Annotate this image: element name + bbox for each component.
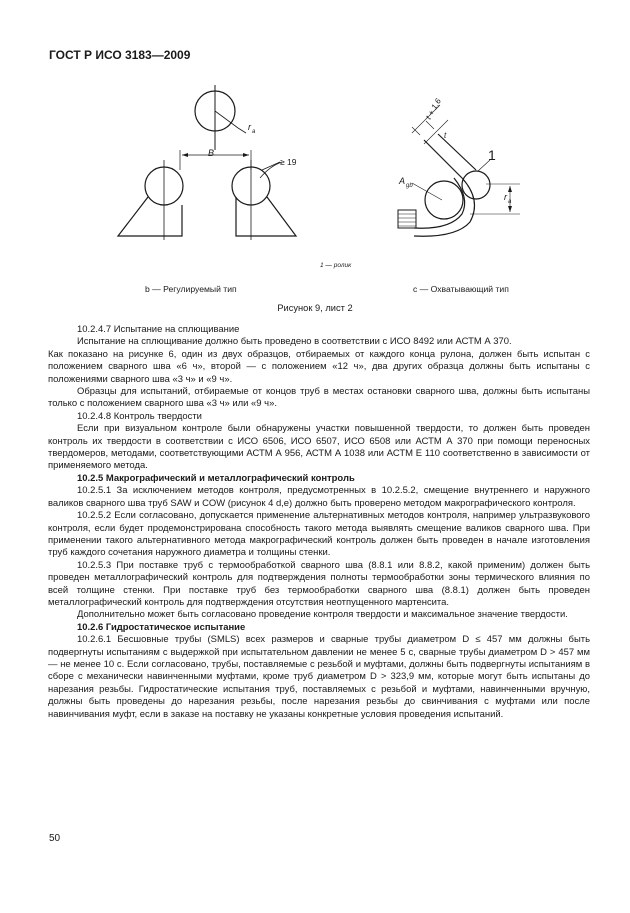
paragraph-13: 10.2.6.1 Бесшовные трубы (SMLS) всех размеров и сварные трубы диаметром D ≤ 457 мм должны быть подвергнуты испытаниям с выдержкой при испытательном давлении не менее 5 с, сварные трубы диаметром D > 457 мм — не менее 10 с. Если согласовано, трубы, поставляемые с резьбой и муфтами, должны быть подвергнуты испытаниям в сборе с механически навинченными муфтами, кроме труб диаметром D > 323,9 мм, которые могут быть испытаны до нарезания резьбы. Гидростатические испытания труб, поставляемых с резьбой и муфтами, навинченными вручную, должны быть проведены до нарезания резьбы, после нарезания резьбы до свинчивания с муфтами или после навинчивания муфт, если в заказе на поставку не указаны конкретные условия проведения испытаний. bbox=[48, 634, 590, 720]
caption-b: b — Регулируемый тип bbox=[145, 284, 237, 294]
body-text bbox=[48, 324, 590, 721]
label-t16: t + 1,6 bbox=[423, 97, 443, 121]
label-ra-right-sub: a bbox=[508, 199, 512, 205]
paragraph-3: Как показано на рисунке 6, один из двух образцов, отбираемых от каждого конца рулона, должен быть испытан с положением сварного шва «6 ч», второй — с положением «12 ч», два других образца должны быть испытаны с положениями сварного шва «3 ч» и «9 ч». bbox=[48, 348, 590, 385]
section-heading-10-2-5: 10.2.5 Макрографический и металлографический контроль bbox=[77, 472, 355, 484]
document-header: ГОСТ Р ИСО 3183—2009 bbox=[49, 48, 191, 62]
paragraph-4: Образцы для испытаний, отбираемые от концов труб в местах остановки сварного шва, должны быть испытаны только с положением сварного шва «3 ч» или «9 ч». bbox=[48, 386, 590, 410]
figure-title: Рисунок 9, лист 2 bbox=[277, 303, 353, 313]
paragraph-9: 10.2.5.2 Если согласовано, допускается применение альтернативных методов контроля, например ультразвукового контроля, если будет продемонстрирована способность такого метода выявлять смещение валиков сварного шва. При применении такого альтернативного метода макрографический контроль должен быть проведен в начале изготовления труб каждого сочетания наружного диаметра и толщины стенки. bbox=[48, 510, 590, 559]
caption-c: c — Охватывающий тип bbox=[413, 284, 509, 294]
paragraph-6: Если при визуальном контроле были обнаружены участки повышенной твердости, то должен быть проведен контроль их твердости в соответствии с ИСО 6506, ИСО 6507, ИСО 6508 или АСТМ А 370 при помощи переносных твердомеров, методами, соответствующими АСТМ А 956, АСТМ А 1038 или АСТМ Е 110 соответственно в зависимости от применяемого метода. bbox=[48, 423, 590, 472]
label-1: 1 bbox=[488, 147, 496, 163]
label-angle: ≥ 19 bbox=[280, 157, 297, 167]
section-heading-10-2-6: 10.2.6 Гидростатическое испытание bbox=[77, 621, 246, 633]
paragraph-10: 10.2.5.3 При поставке труб с термообработкой сварного шва (8.8.1 или 8.8.2, какой применим) должен быть проведен металлографический контроль для подтверждения полноты термообработки зоны термического влияния по всей толщине стенки. При поставке труб без термообработки сварного шва (8.8.1) должен быть проведен металлографический контроль для подтверждения отсутствия неотпущенного мартенсита. bbox=[48, 559, 590, 608]
label-b: B bbox=[208, 148, 215, 158]
label-agb: A bbox=[399, 176, 406, 186]
label-ra-right: r bbox=[504, 192, 507, 202]
paragraph-1: 10.2.4.7 Испытание на сплющивание bbox=[77, 324, 240, 335]
label-ra-left-sub: a bbox=[252, 129, 256, 135]
label-t: t bbox=[444, 131, 447, 140]
label-agb-sub: gb bbox=[406, 183, 413, 189]
page-number: 50 bbox=[49, 833, 61, 844]
label-ra-left: r bbox=[248, 122, 251, 132]
paragraph-8: 10.2.5.1 За исключением методов контроля, предусмотренных в 10.2.5.2, смещение внутреннего и наружного валиков сварного шва труб SAW и COW (рисунок 4 d,e) должно быть проверено методом макрографического контроля. bbox=[48, 485, 590, 509]
figure-legend: 1 — ролик bbox=[320, 262, 352, 269]
paragraph-2: Испытание на сплющивание должно быть проведено в соответствии с ИСО 8492 или АСТМ А 370. bbox=[77, 336, 512, 348]
figure-9-drawing bbox=[0, 0, 630, 300]
paragraph-11: Дополнительно может быть согласовано проведение контроля твердости и максимальное значение твердости. bbox=[77, 609, 568, 621]
paragraph-5: 10.2.4.8 Контроль твердости bbox=[77, 410, 202, 422]
